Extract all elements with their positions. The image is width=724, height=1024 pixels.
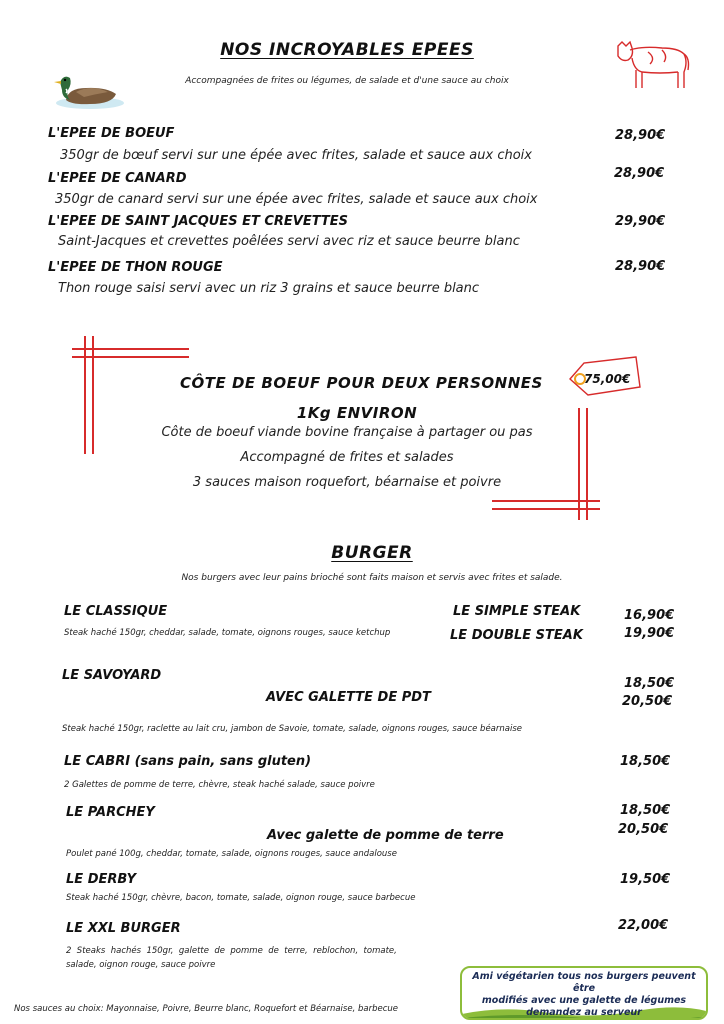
epee-thon-price: 28,90€	[615, 259, 666, 274]
epee-saint-jacques-name: L'EPEE DE SAINT JACQUES ET CREVETTES	[48, 214, 349, 229]
epee-thon-name: L'EPEE DE THON ROUGE	[48, 260, 223, 275]
parchey-price: 18,50€	[620, 803, 671, 818]
parchey-price-galette: 20,50€	[618, 822, 669, 837]
cote-line-2: Accompagné de frites et salades	[240, 450, 454, 465]
classique-name: LE CLASSIQUE	[64, 604, 168, 619]
parchey-option-galette: Avec galette de pomme de terre	[267, 828, 504, 843]
sauces-note: Nos sauces au choix: Mayonnaise, Poivre, Beurre blanc, Roquefort et Béarnaise, barbecue	[14, 1004, 398, 1014]
decor-line	[72, 348, 189, 350]
cote-line-3: 3 sauces maison roquefort, béarnaise et poivre	[192, 475, 502, 490]
cabri-price: 18,50€	[620, 754, 671, 769]
classique-option-double: LE DOUBLE STEAK	[450, 628, 583, 643]
epee-canard-price: 28,90€	[614, 166, 665, 181]
savoyard-option-galette: AVEC GALETTE DE PDT	[266, 690, 431, 705]
derby-desc: Steak haché 150gr, chèvre, bacon, tomate, salade, oignon rouge, sauce barbecue	[66, 893, 416, 903]
cabri-name: LE CABRI (sans pain, sans gluten)	[64, 754, 312, 769]
epee-saint-jacques-desc: Saint-Jacques et crevettes poêlées servi avec riz et sauce beurre blanc	[58, 234, 520, 249]
xxl-name: LE XXL BURGER	[66, 921, 181, 936]
cote-line-1: Côte de boeuf viande bovine française à partager ou pas	[161, 425, 533, 440]
epee-boeuf-price: 28,90€	[615, 128, 666, 143]
savoyard-price: 18,50€	[624, 676, 675, 691]
classique-desc: Steak haché 150gr, cheddar, salade, tomate, oignons rouges, sauce ketchup	[64, 628, 391, 638]
decor-line	[492, 508, 600, 510]
epee-canard-desc: 350gr de canard servi sur une épée avec frites, salade et sauce aux choix	[55, 192, 538, 207]
epee-canard-name: L'EPEE DE CANARD	[48, 171, 187, 186]
cabri-desc: 2 Galettes de pomme de terre, chèvre, steak haché salade, sauce poivre	[64, 780, 375, 790]
burger-title: BURGER	[331, 543, 413, 563]
savoyard-desc: Steak haché 150gr, raclette au lait cru, jambon de Savoie, tomate, salade, oignons rouges, sauce béarnaise	[62, 724, 522, 734]
savoyard-price-galette: 20,50€	[622, 694, 673, 709]
decor-line	[492, 500, 600, 502]
epees-title: NOS INCROYABLES EPEES	[220, 40, 474, 60]
epees-subtitle: Accompagnées de frites ou légumes, de salade et d'une sauce au choix	[185, 76, 509, 86]
classique-option-simple: LE SIMPLE STEAK	[453, 604, 581, 619]
veg-line-1: Ami végétarien tous nos burgers peuvent être	[472, 971, 696, 994]
epee-thon-desc: Thon rouge saisi servi avec un riz 3 grains et sauce beurre blanc	[58, 281, 480, 296]
cote-weight: 1Kg ENVIRON	[296, 404, 418, 422]
derby-price: 19,50€	[620, 872, 671, 887]
veg-line-3: demandez au serveur	[526, 1007, 642, 1018]
epee-boeuf-name: L'EPEE DE BOEUF	[48, 126, 175, 141]
xxl-desc-line-1: 2 Steaks hachés 150gr, galette de pomme de terre, reblochon, tomate,	[66, 946, 397, 956]
epee-saint-jacques-price: 29,90€	[615, 214, 666, 229]
savoyard-name: LE SAVOYARD	[62, 668, 162, 683]
vegetarian-notice	[460, 966, 708, 1020]
parchey-desc: Poulet pané 100g, cheddar, tomate, salade, oignons rouges, sauce andalouse	[66, 849, 397, 859]
classique-price-simple: 16,90€	[624, 608, 675, 623]
derby-name: LE DERBY	[66, 872, 136, 887]
classique-price-double: 19,90€	[624, 626, 675, 641]
burger-subtitle: Nos burgers avec leur pains brioché sont faits maison et servis avec frites et salade.	[181, 573, 563, 583]
xxl-desc-line-2: salade, oignon rouge, sauce poivre	[66, 960, 216, 970]
decor-line	[72, 356, 189, 358]
cote-title: CÔTE DE BOEUF POUR DEUX PERSONNES	[180, 374, 543, 392]
epee-boeuf-desc: 350gr de bœuf servi sur une épée avec frites, salade et sauce aux choix	[60, 148, 532, 163]
cote-price: 75,00€	[584, 372, 631, 386]
xxl-price: 22,00€	[618, 918, 669, 933]
veg-line-2: modifiés avec une galette de légumes	[481, 995, 687, 1006]
parchey-name: LE PARCHEY	[66, 805, 155, 820]
